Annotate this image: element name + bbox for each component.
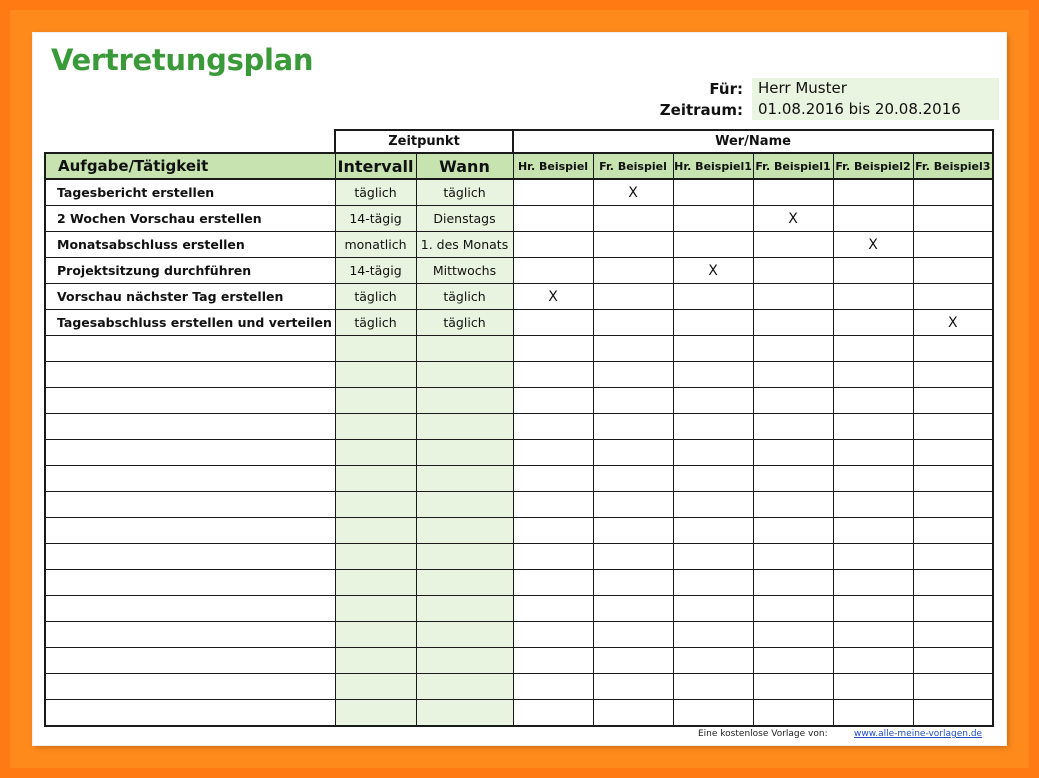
intervall-cell[interactable] xyxy=(335,570,416,596)
assignment-cell[interactable] xyxy=(753,596,833,622)
assignment-cell[interactable] xyxy=(513,310,593,336)
assignment-cell[interactable] xyxy=(913,570,993,596)
task-cell[interactable] xyxy=(45,570,335,596)
assignment-cell[interactable] xyxy=(913,700,993,727)
assignment-cell[interactable] xyxy=(753,648,833,674)
plan-table xyxy=(44,129,994,727)
assignment-cell[interactable] xyxy=(833,336,913,362)
task-cell[interactable] xyxy=(45,362,335,388)
intervall-cell[interactable] xyxy=(335,414,416,440)
assignment-cell[interactable] xyxy=(913,206,993,232)
plan-body xyxy=(45,179,993,726)
footer-text: Eine kostenlose Vorlage von: xyxy=(698,729,828,739)
assignment-cell[interactable] xyxy=(913,622,993,648)
wann-cell[interactable]: Mittwochs xyxy=(416,258,513,284)
assignment-cell[interactable] xyxy=(593,518,673,544)
wann-cell[interactable] xyxy=(416,674,513,700)
assignment-cell[interactable] xyxy=(753,258,833,284)
task-cell[interactable] xyxy=(45,336,335,362)
wann-cell[interactable] xyxy=(416,700,513,727)
assignment-cell[interactable] xyxy=(513,440,593,466)
assignment-cell[interactable]: X xyxy=(833,232,913,258)
assignment-cell[interactable] xyxy=(513,700,593,727)
table-row xyxy=(45,622,993,648)
document-sheet xyxy=(33,33,1006,745)
wann-cell[interactable] xyxy=(416,518,513,544)
assignment-cell[interactable] xyxy=(913,466,993,492)
assignment-cell[interactable] xyxy=(833,596,913,622)
assignment-cell[interactable] xyxy=(513,336,593,362)
assignment-cell[interactable] xyxy=(753,310,833,336)
intervall-cell[interactable] xyxy=(335,674,416,700)
task-cell[interactable]: Vorschau nächster Tag erstellen xyxy=(45,284,335,310)
assignment-cell[interactable] xyxy=(673,466,753,492)
fuer-label: Für: xyxy=(709,80,743,98)
assignment-cell[interactable] xyxy=(673,622,753,648)
header-blank xyxy=(45,130,335,153)
assignment-cell[interactable] xyxy=(673,388,753,414)
assignment-cell[interactable] xyxy=(593,440,673,466)
task-cell[interactable] xyxy=(45,466,335,492)
header-person: Hr. Beispiel xyxy=(513,153,593,179)
assignment-cell[interactable] xyxy=(753,518,833,544)
assignment-cell[interactable] xyxy=(833,518,913,544)
intervall-cell[interactable] xyxy=(335,388,416,414)
assignment-cell[interactable] xyxy=(673,206,753,232)
header-wer-name: Wer/Name xyxy=(513,130,993,153)
assignment-cell[interactable] xyxy=(673,310,753,336)
assignment-cell[interactable] xyxy=(913,518,993,544)
task-cell[interactable] xyxy=(45,518,335,544)
assignment-cell[interactable] xyxy=(833,492,913,518)
assignment-cell[interactable] xyxy=(913,674,993,700)
assignment-cell[interactable] xyxy=(593,284,673,310)
table-row xyxy=(45,466,993,492)
header-zeitpunkt: Zeitpunkt xyxy=(335,130,513,153)
wann-cell[interactable] xyxy=(416,362,513,388)
table-row xyxy=(45,310,993,336)
task-cell[interactable] xyxy=(45,674,335,700)
assignment-cell[interactable] xyxy=(593,544,673,570)
assignment-cell[interactable] xyxy=(833,570,913,596)
assignment-cell[interactable] xyxy=(673,648,753,674)
assignment-cell[interactable] xyxy=(593,310,673,336)
assignment-cell[interactable] xyxy=(673,362,753,388)
assignment-cell[interactable] xyxy=(753,232,833,258)
assignment-cell[interactable] xyxy=(513,648,593,674)
header-person: Fr. Beispiel2 xyxy=(833,153,913,179)
assignment-cell[interactable] xyxy=(833,206,913,232)
task-cell[interactable] xyxy=(45,700,335,727)
intervall-cell[interactable] xyxy=(335,440,416,466)
intervall-cell[interactable] xyxy=(335,336,416,362)
task-cell[interactable]: Tagesbericht erstellen xyxy=(45,179,335,206)
assignment-cell[interactable] xyxy=(593,648,673,674)
intervall-cell[interactable] xyxy=(335,518,416,544)
wann-cell[interactable] xyxy=(416,570,513,596)
assignment-cell[interactable] xyxy=(593,492,673,518)
assignment-cell[interactable] xyxy=(593,336,673,362)
intervall-cell[interactable] xyxy=(335,492,416,518)
wann-cell[interactable] xyxy=(416,492,513,518)
assignment-cell[interactable] xyxy=(753,466,833,492)
assignment-cell[interactable] xyxy=(593,466,673,492)
assignment-cell[interactable] xyxy=(833,648,913,674)
zeitraum-label: Zeitraum: xyxy=(659,101,743,119)
assignment-cell[interactable] xyxy=(913,362,993,388)
intervall-cell[interactable] xyxy=(335,700,416,727)
wann-cell[interactable]: Dienstags xyxy=(416,206,513,232)
assignment-cell[interactable] xyxy=(593,258,673,284)
intervall-cell[interactable] xyxy=(335,596,416,622)
assignment-cell[interactable] xyxy=(833,544,913,570)
table-row xyxy=(45,258,993,284)
wann-cell[interactable] xyxy=(416,648,513,674)
table-row xyxy=(45,414,993,440)
assignment-cell[interactable] xyxy=(833,466,913,492)
wann-cell[interactable] xyxy=(416,466,513,492)
assignment-cell[interactable] xyxy=(513,258,593,284)
intervall-cell[interactable]: monatlich xyxy=(335,232,416,258)
wann-cell[interactable] xyxy=(416,440,513,466)
page-title: Vertretungsplan xyxy=(51,43,314,77)
header-wann: Wann xyxy=(416,153,513,179)
assignment-cell[interactable] xyxy=(513,570,593,596)
assignment-cell[interactable] xyxy=(513,388,593,414)
task-cell[interactable]: Monatsabschluss erstellen xyxy=(45,232,335,258)
assignment-cell[interactable] xyxy=(913,232,993,258)
header-task: Aufgabe/Tätigkeit xyxy=(45,153,335,179)
fuer-value[interactable]: Herr Muster xyxy=(752,78,999,99)
assignment-cell[interactable] xyxy=(513,544,593,570)
assignment-cell[interactable] xyxy=(593,388,673,414)
wann-cell[interactable] xyxy=(416,622,513,648)
assignment-cell[interactable] xyxy=(593,622,673,648)
assignment-cell[interactable] xyxy=(673,440,753,466)
assignment-cell[interactable] xyxy=(833,700,913,727)
assignment-cell[interactable] xyxy=(913,648,993,674)
intervall-cell[interactable] xyxy=(335,466,416,492)
table-row xyxy=(45,284,993,310)
intervall-cell[interactable] xyxy=(335,362,416,388)
assignment-cell[interactable] xyxy=(513,179,593,206)
assignment-cell[interactable] xyxy=(913,440,993,466)
assignment-cell[interactable] xyxy=(593,414,673,440)
table-row xyxy=(45,544,993,570)
wann-cell[interactable] xyxy=(416,336,513,362)
wann-cell[interactable]: täglich xyxy=(416,179,513,206)
assignment-cell[interactable] xyxy=(833,674,913,700)
task-cell[interactable] xyxy=(45,544,335,570)
task-cell[interactable]: Projektsitzung durchführen xyxy=(45,258,335,284)
intervall-cell[interactable]: täglich xyxy=(335,310,416,336)
task-cell[interactable] xyxy=(45,596,335,622)
intervall-cell[interactable]: täglich xyxy=(335,284,416,310)
assignment-cell[interactable] xyxy=(833,622,913,648)
assignment-cell[interactable] xyxy=(833,284,913,310)
task-cell[interactable] xyxy=(45,414,335,440)
assignment-cell[interactable] xyxy=(753,414,833,440)
assignment-cell[interactable] xyxy=(833,310,913,336)
assignment-cell[interactable] xyxy=(513,362,593,388)
assignment-cell[interactable] xyxy=(833,388,913,414)
assignment-cell[interactable] xyxy=(753,388,833,414)
header-person: Fr. Beispiel xyxy=(593,153,673,179)
table-row xyxy=(45,362,993,388)
assignment-cell[interactable] xyxy=(833,179,913,206)
zeitraum-value[interactable]: 01.08.2016 bis 20.08.2016 xyxy=(752,99,999,120)
assignment-cell[interactable] xyxy=(673,674,753,700)
assignment-cell[interactable] xyxy=(913,284,993,310)
task-cell[interactable]: 2 Wochen Vorschau erstellen xyxy=(45,206,335,232)
assignment-cell[interactable]: X xyxy=(513,284,593,310)
assignment-cell[interactable] xyxy=(833,440,913,466)
intervall-cell[interactable] xyxy=(335,622,416,648)
assignment-cell[interactable] xyxy=(913,388,993,414)
table-row xyxy=(45,336,993,362)
assignment-cell[interactable] xyxy=(673,336,753,362)
assignment-cell[interactable] xyxy=(513,596,593,622)
table-row xyxy=(45,232,993,258)
assignment-cell[interactable] xyxy=(673,544,753,570)
assignment-cell[interactable]: X xyxy=(753,206,833,232)
assignment-cell[interactable]: X xyxy=(673,258,753,284)
table-row xyxy=(45,570,993,596)
assignment-cell[interactable] xyxy=(593,596,673,622)
assignment-cell[interactable] xyxy=(513,466,593,492)
intervall-cell[interactable]: 14-tägig xyxy=(335,206,416,232)
intervall-cell[interactable] xyxy=(335,544,416,570)
assignment-cell[interactable] xyxy=(753,570,833,596)
assignment-cell[interactable] xyxy=(753,674,833,700)
intervall-cell[interactable]: 14-tägig xyxy=(335,258,416,284)
wann-cell[interactable]: täglich xyxy=(416,284,513,310)
assignment-cell[interactable] xyxy=(593,206,673,232)
assignment-cell[interactable] xyxy=(593,232,673,258)
wann-cell[interactable] xyxy=(416,388,513,414)
table-row xyxy=(45,492,993,518)
assignment-cell[interactable] xyxy=(673,284,753,310)
assignment-cell[interactable] xyxy=(513,674,593,700)
assignment-cell[interactable]: X xyxy=(593,179,673,206)
assignment-cell[interactable] xyxy=(753,700,833,727)
assignment-cell[interactable] xyxy=(513,518,593,544)
assignment-cell[interactable] xyxy=(673,414,753,440)
assignment-cell[interactable] xyxy=(753,622,833,648)
table-row xyxy=(45,596,993,622)
header-person: Fr. Beispiel1 xyxy=(753,153,833,179)
assignment-cell[interactable] xyxy=(753,336,833,362)
table-row xyxy=(45,440,993,466)
assignment-cell[interactable] xyxy=(593,674,673,700)
assignment-cell[interactable] xyxy=(753,362,833,388)
assignment-cell[interactable] xyxy=(593,362,673,388)
task-cell[interactable] xyxy=(45,440,335,466)
assignment-cell[interactable] xyxy=(513,622,593,648)
assignment-cell[interactable] xyxy=(753,440,833,466)
assignment-cell[interactable] xyxy=(673,570,753,596)
assignment-cell[interactable] xyxy=(513,232,593,258)
table-row xyxy=(45,674,993,700)
assignment-cell[interactable] xyxy=(913,179,993,206)
header-row-main xyxy=(45,153,993,179)
task-cell[interactable] xyxy=(45,648,335,674)
assignment-cell[interactable] xyxy=(673,596,753,622)
assignment-cell[interactable] xyxy=(913,492,993,518)
assignment-cell[interactable] xyxy=(913,544,993,570)
assignment-cell[interactable] xyxy=(593,570,673,596)
assignment-cell[interactable] xyxy=(513,414,593,440)
assignment-cell[interactable]: X xyxy=(913,310,993,336)
table-row xyxy=(45,648,993,674)
table-row xyxy=(45,700,993,727)
assignment-cell[interactable] xyxy=(913,336,993,362)
wann-cell[interactable]: täglich xyxy=(416,310,513,336)
assignment-cell[interactable] xyxy=(513,206,593,232)
table-row xyxy=(45,179,993,206)
task-cell[interactable] xyxy=(45,388,335,414)
assignment-cell[interactable] xyxy=(753,544,833,570)
assignment-cell[interactable] xyxy=(753,284,833,310)
assignment-cell[interactable] xyxy=(833,414,913,440)
assignment-cell[interactable] xyxy=(753,179,833,206)
table-row xyxy=(45,518,993,544)
wann-cell[interactable] xyxy=(416,544,513,570)
assignment-cell[interactable] xyxy=(833,362,913,388)
table-row xyxy=(45,388,993,414)
footer-link[interactable]: www.alle-meine-vorlagen.de xyxy=(854,729,983,739)
wann-cell[interactable]: 1. des Monats xyxy=(416,232,513,258)
intervall-cell[interactable] xyxy=(335,648,416,674)
assignment-cell[interactable] xyxy=(673,179,753,206)
header-person: Fr. Beispiel3 xyxy=(913,153,993,179)
wann-cell[interactable] xyxy=(416,414,513,440)
assignment-cell[interactable] xyxy=(673,518,753,544)
wann-cell[interactable] xyxy=(416,596,513,622)
assignment-cell[interactable] xyxy=(673,700,753,727)
assignment-cell[interactable] xyxy=(673,232,753,258)
header-row-top xyxy=(45,130,993,153)
assignment-cell[interactable] xyxy=(753,492,833,518)
task-cell[interactable] xyxy=(45,622,335,648)
assignment-cell[interactable] xyxy=(833,258,913,284)
task-cell[interactable]: Tagesabschluss erstellen und verteilen xyxy=(45,310,335,336)
intervall-cell[interactable]: täglich xyxy=(335,179,416,206)
assignment-cell[interactable] xyxy=(673,492,753,518)
header-person: Hr. Beispiel1 xyxy=(673,153,753,179)
assignment-cell[interactable] xyxy=(593,700,673,727)
header-intervall: Intervall xyxy=(335,153,416,179)
assignment-cell[interactable] xyxy=(913,258,993,284)
assignment-cell[interactable] xyxy=(913,414,993,440)
table-row xyxy=(45,206,993,232)
assignment-cell[interactable] xyxy=(513,492,593,518)
assignment-cell[interactable] xyxy=(913,596,993,622)
task-cell[interactable] xyxy=(45,492,335,518)
